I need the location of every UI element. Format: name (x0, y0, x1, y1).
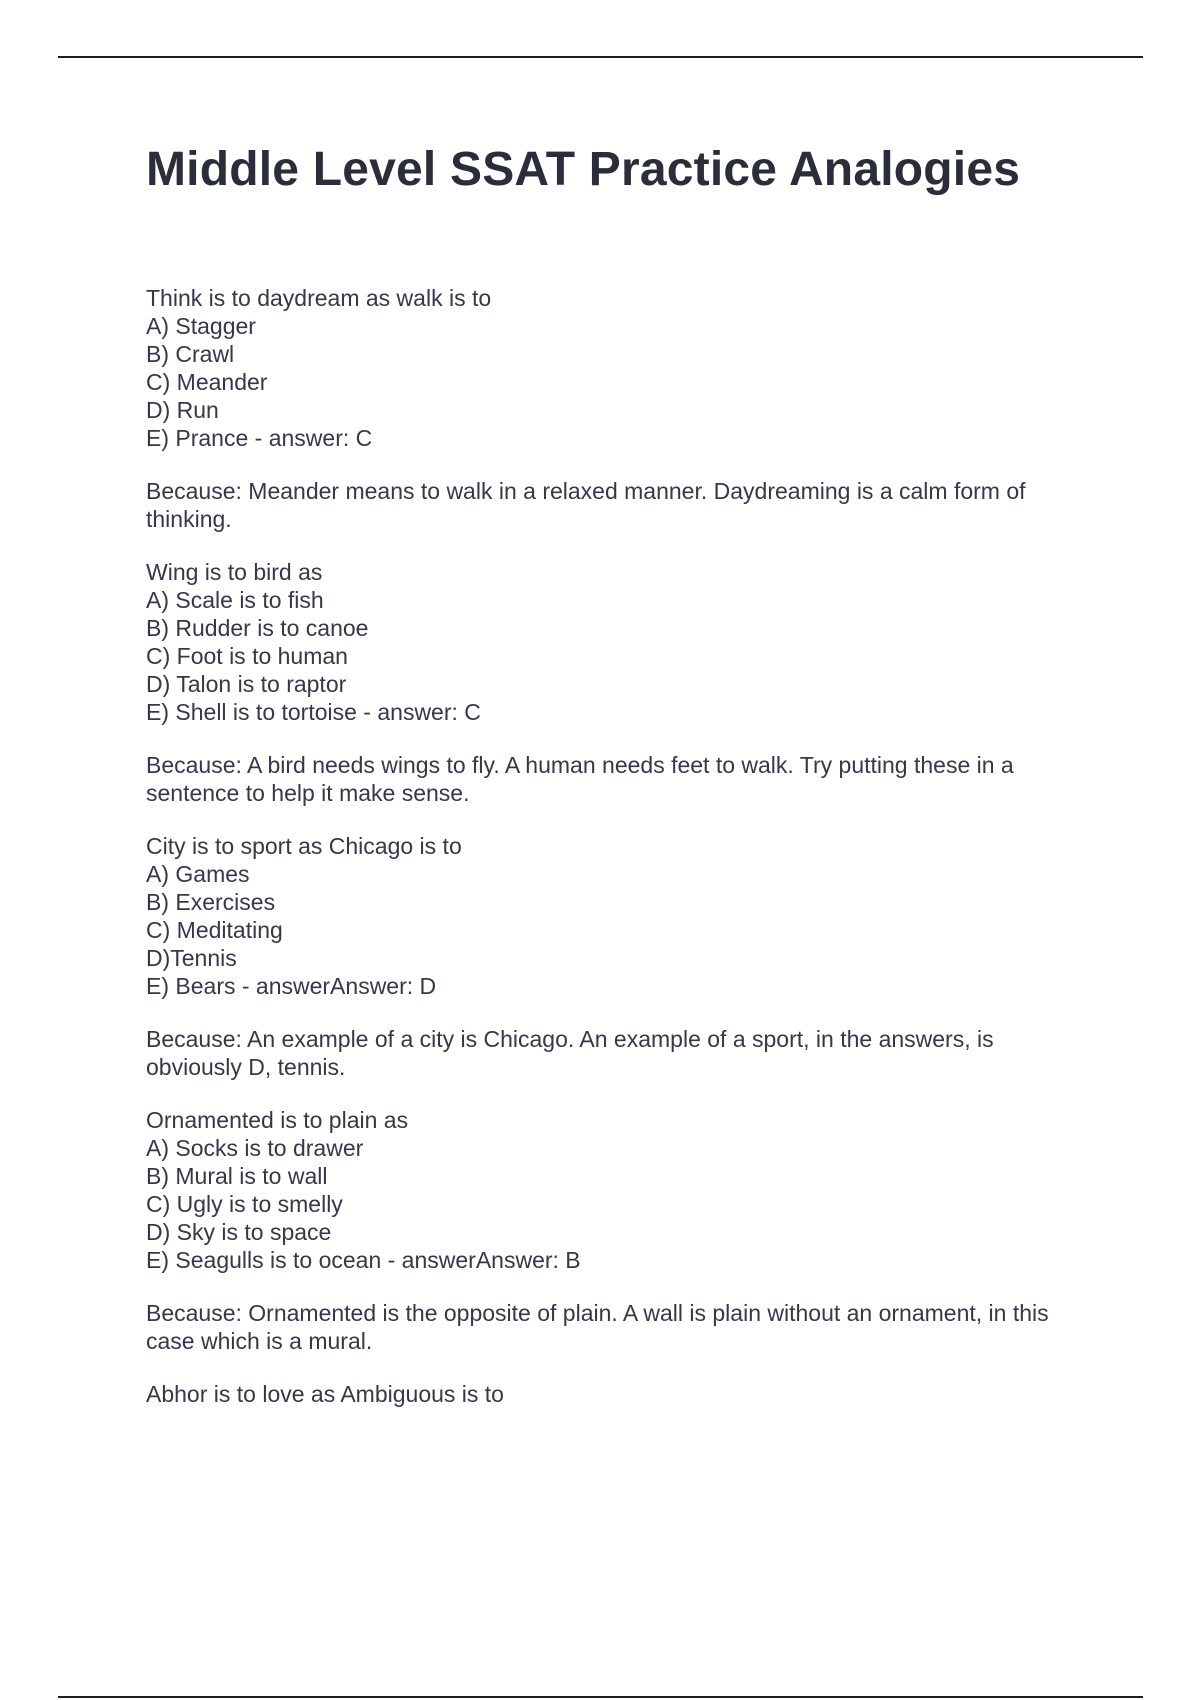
answer-option: D) Sky is to space (146, 1219, 332, 1245)
document-body (146, 284, 1076, 1408)
answer-option: A) Stagger (146, 313, 256, 339)
answer-option: B) Exercises (146, 889, 276, 915)
explanation: Because: A bird needs wings to fly. A human needs feet to walk. Try putting these in a sentence to help it make sense. (146, 752, 1014, 806)
question-1 (146, 284, 1076, 533)
question-3 (146, 832, 1076, 1081)
question-4 (146, 1106, 1076, 1355)
question-prompt: City is to sport as Chicago is to (146, 833, 462, 859)
top-rule (58, 56, 1143, 58)
question-prompt: Wing is to bird as (146, 559, 323, 585)
answer-option: A) Socks is to drawer (146, 1135, 364, 1161)
question-prompt: Ornamented is to plain as (146, 1107, 409, 1133)
answer-option: C) Meditating (146, 917, 283, 943)
answer-option: B) Crawl (146, 341, 235, 367)
answer-option: C) Foot is to human (146, 643, 348, 669)
explanation: Because: Ornamented is the opposite of plain. A wall is plain without an ornament, in this case which is a mural. (146, 1300, 1049, 1354)
answer-option: D)Tennis (146, 945, 237, 971)
answer-option: D) Run (146, 397, 219, 423)
answer-option: E) Prance - answer: C (146, 425, 373, 451)
explanation: Because: Meander means to walk in a relaxed manner. Daydreaming is a calm form of thinking. (146, 478, 1026, 532)
answer-option: C) Meander (146, 369, 268, 395)
explanation: Because: An example of a city is Chicago. An example of a sport, in the answers, is obviously D, tennis. (146, 1026, 994, 1080)
answer-option: B) Mural is to wall (146, 1163, 328, 1189)
answer-option: E) Shell is to tortoise - answer: C (146, 699, 481, 725)
question-5 (146, 1380, 1076, 1408)
answer-option: C) Ugly is to smelly (146, 1191, 343, 1217)
answer-option: B) Rudder is to canoe (146, 615, 369, 641)
answer-option: A) Games (146, 861, 250, 887)
document-title: Middle Level SSAT Practice Analogies (146, 143, 1021, 196)
question-prompt: Abhor is to love as Ambiguous is to (146, 1381, 504, 1407)
question-2 (146, 558, 1076, 807)
bottom-rule (58, 1696, 1143, 1698)
question-prompt: Think is to daydream as walk is to (146, 285, 492, 311)
answer-option: A) Scale is to fish (146, 587, 324, 613)
answer-option: E) Seagulls is to ocean - answerAnswer: B (146, 1247, 581, 1273)
answer-option: E) Bears - answerAnswer: D (146, 973, 437, 999)
answer-option: D) Talon is to raptor (146, 671, 347, 697)
